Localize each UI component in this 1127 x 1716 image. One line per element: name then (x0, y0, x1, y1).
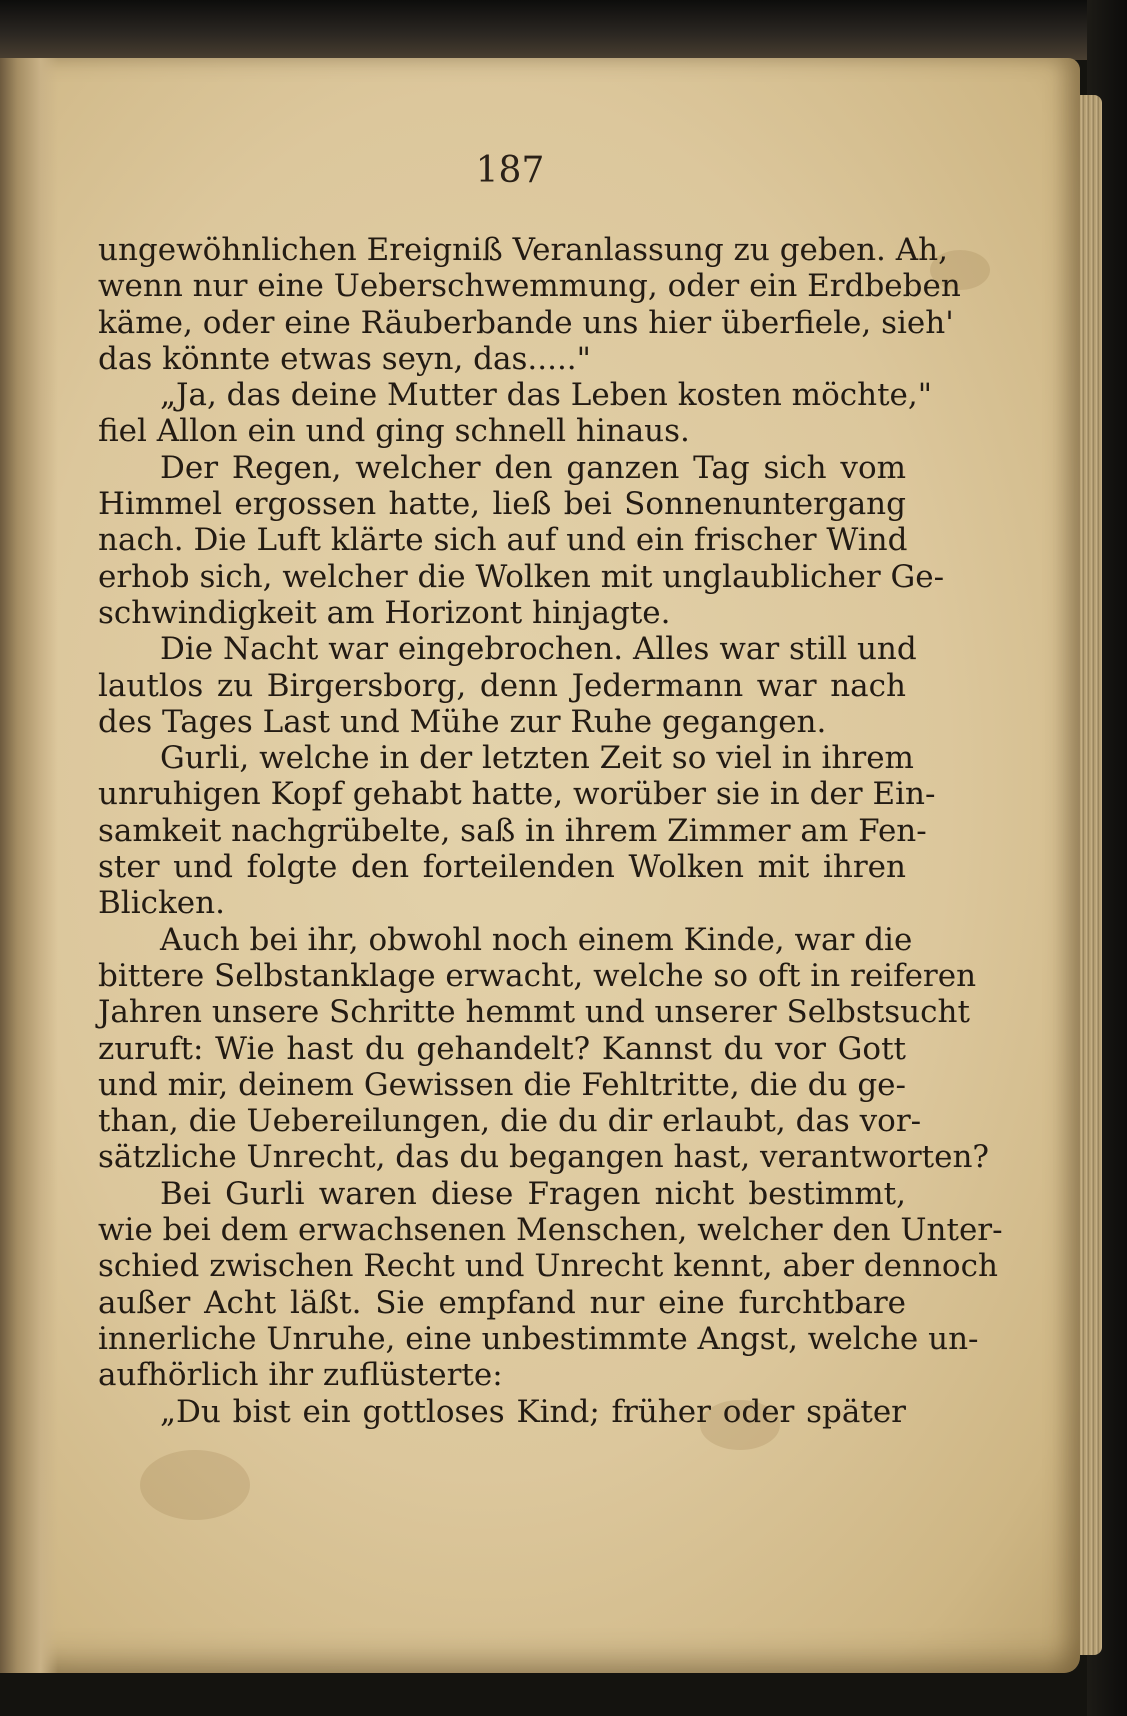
text-line: Die Nacht war eingebrochen. Alles war still und (160, 631, 917, 668)
text-line: schwindigkeit am Horizont hinjagte. (98, 594, 671, 631)
book-cover-top-edge (0, 0, 1127, 60)
text-line: erhob sich, welcher die Wolken mit unglaublicher Ge- (98, 558, 945, 595)
text-line: wie bei dem erwachsenen Menschen, welcher den Unter- (98, 1212, 1003, 1249)
text-line: Himmel ergossen hatte, ließ bei Sonnenuntergang (98, 486, 906, 523)
text-line: lautlos zu Birgersborg, denn Jedermann war nach (98, 667, 906, 704)
binding-gutter (0, 58, 58, 1673)
text-line: käme, oder eine Räuberbande uns hier überfiele, sieh' (98, 304, 954, 341)
text-line: ster und folgte den forteilenden Wolken mit ihren (98, 849, 906, 886)
text-line: und mir, deinem Gewissen die Fehltritte, die du ge- (98, 1066, 906, 1103)
text-line: innerliche Unruhe, eine unbestimmte Angst, welche un- (98, 1320, 979, 1357)
text-line: ungewöhnlichen Ereigniß Veranlassung zu geben. Ah, (98, 232, 948, 268)
text-line: das könnte etwas seyn, das....." (98, 340, 591, 377)
text-line: bittere Selbstanklage erwacht, welche so oft in reiferen (98, 957, 977, 994)
text-line: „Ja, das deine Mutter das Leben kosten möchte," (160, 377, 932, 414)
text-line: aufhörlich ihr zuflüsterte: (98, 1357, 503, 1394)
text-line: schied zwischen Recht und Unrecht kennt, aber dennoch (98, 1248, 998, 1285)
body-text (98, 232, 1003, 1430)
text-line: unruhigen Kopf gehabt hatte, worüber sie in der Ein- (98, 776, 936, 813)
text-line: fiel Allon ein und ging schnell hinaus. (98, 413, 690, 450)
text-line: samkeit nachgrübelte, saß in ihrem Zimmer am Fen- (98, 812, 927, 849)
text-line: zuruft: Wie hast du gehandelt? Kannst du vor Gott (98, 1030, 906, 1067)
text-line: wenn nur eine Ueberschwemmung, oder ein Erdbeben (98, 268, 961, 305)
text-line: Bei Gurli waren diese Fragen nicht bestimmt, (160, 1175, 906, 1212)
text-line: Jahren unsere Schritte hemmt und unserer Selbstsucht (98, 994, 970, 1031)
text-line: than, die Uebereilungen, die du dir erlaubt, das vor- (98, 1103, 922, 1140)
text-line: außer Acht läßt. Sie empfand nur eine furchtbare (98, 1284, 906, 1321)
page-number: 187 (475, 150, 545, 191)
text-line: Der Regen, welcher den ganzen Tag sich vom (160, 449, 906, 486)
text-line: „Du bist ein gottloses Kind; früher oder später (160, 1393, 906, 1430)
text-line: nach. Die Luft klärte sich auf und ein frischer Wind (98, 522, 908, 559)
text-line: Blicken. (98, 885, 225, 922)
text-line: des Tages Last und Mühe zur Ruhe gegangen. (98, 703, 827, 740)
text-line: Gurli, welche in der letzten Zeit so viel in ihrem (160, 740, 914, 777)
text-line: sätzliche Unrecht, das du begangen hast, verantworten? (98, 1139, 990, 1176)
text-line: Auch bei ihr, obwohl noch einem Kinde, war die (160, 921, 913, 958)
paper-stain (140, 1450, 250, 1520)
